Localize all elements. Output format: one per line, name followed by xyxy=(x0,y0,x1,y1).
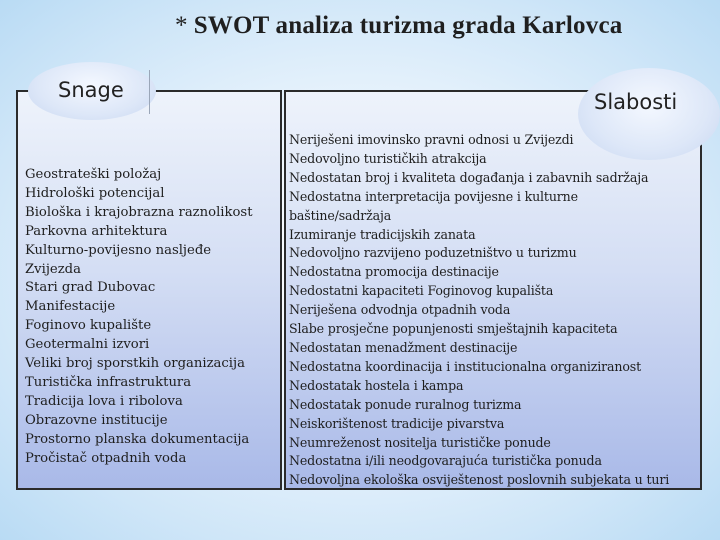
list-item: Nedovoljna ekološka osviještenost poslovnih subjekata u turi xyxy=(289,472,670,488)
list-item: Nedostatna interpretacija povijesne i kulturne xyxy=(289,188,578,204)
list-item: Obrazovne institucije xyxy=(25,412,168,428)
list-item: Geotermalni izvori xyxy=(25,337,150,353)
list-item: Nedovoljno razvijeno poduzetništvo u turizmu xyxy=(289,245,577,261)
list-item: Manifestacije xyxy=(25,299,116,315)
list-item: Nedostatak ponude ruralnog turizma xyxy=(289,396,522,412)
list-item: Neumreženost nositelja turističke ponude xyxy=(289,434,551,450)
title-bullet: * xyxy=(175,12,188,39)
list-item: Neriješena odvodnja otpadnih voda xyxy=(289,302,511,318)
list-item: Neriješeni imovinsko pravni odnosi u Zvijezdi xyxy=(289,132,574,147)
list-item: Nedovoljno turističkih atrakcija xyxy=(289,150,487,166)
weaknesses-label: Slabosti xyxy=(594,90,678,114)
list-item: Nedostatni kapaciteti Foginovog kupališta xyxy=(289,283,554,299)
list-item: Zvijezda xyxy=(25,261,81,277)
list-item: Izumiranje tradicijskih zanata xyxy=(289,226,476,242)
list-item: Nedostatna koordinacija i institucionalna organiziranost xyxy=(289,358,641,374)
weaknesses-list xyxy=(289,131,669,490)
list-item: Biološka i krajobrazna raznolikost xyxy=(25,204,253,220)
strengths-list xyxy=(25,166,253,469)
list-item: Slabe prosječne popunjenosti smještajnih kapaciteta xyxy=(289,321,618,337)
list-item: baštine/sadržaja xyxy=(289,207,392,223)
text-cursor-mark xyxy=(149,70,150,114)
list-item: Foginovo kupalište xyxy=(25,318,152,334)
list-item: Nedostatan menadžment destinacije xyxy=(289,339,518,355)
list-item: Tradicija lova i ribolova xyxy=(25,393,183,409)
list-item: Neiskorištenost tradicije pivarstva xyxy=(289,415,505,431)
list-item: Hidrološki potencijal xyxy=(25,185,165,201)
list-item: Turistička infrastruktura xyxy=(25,374,192,390)
list-item: Geostrateški položaj xyxy=(25,167,162,182)
list-item: Veliki broj sporstkih organizacija xyxy=(25,356,245,372)
list-item: Pročistač otpadnih voda xyxy=(25,450,187,466)
strengths-label-oval xyxy=(28,62,156,120)
title-text: SWOT analiza turizma grada Karlovca xyxy=(193,12,623,39)
list-item: Nedostatna promocija destinacije xyxy=(289,264,499,280)
list-item: Prostorno planska dokumentacija xyxy=(25,431,250,447)
list-item: Kulturno-povijesno nasljeđe xyxy=(25,242,212,258)
list-item: Nedostatak hostela i kampa xyxy=(289,377,464,393)
list-item: Nedostatna i/ili neodgovarajuća turistička ponuda xyxy=(289,453,602,469)
strengths-label: Snage xyxy=(58,78,124,102)
slide-title xyxy=(175,12,720,52)
list-item: Nedostatan broj i kvaliteta događanja i zabavnih sadržaja xyxy=(289,169,649,185)
list-item: Parkovna arhitektura xyxy=(25,223,168,239)
list-item: Stari grad Dubovac xyxy=(25,280,156,296)
